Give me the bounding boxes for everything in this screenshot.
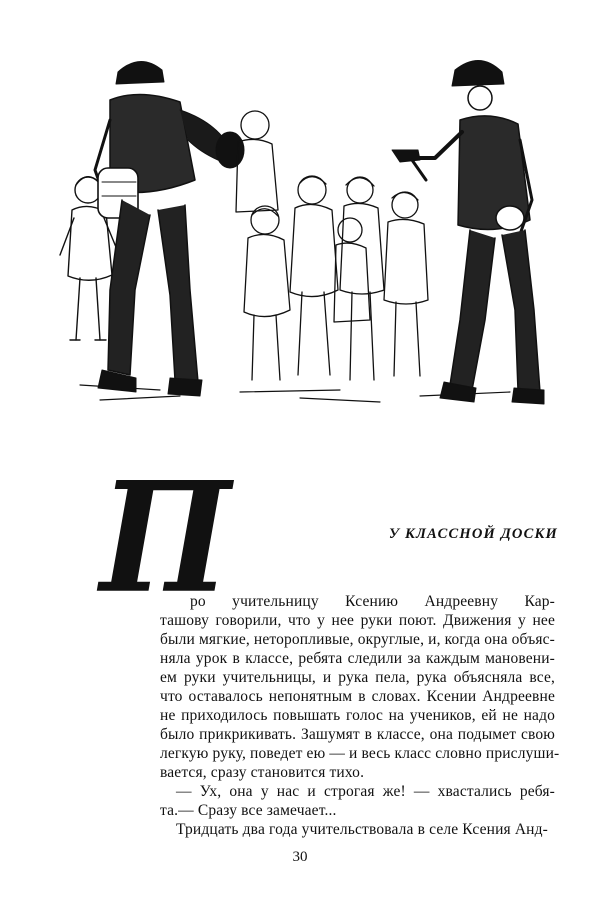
illustration — [40, 40, 565, 430]
body-line: вается, сразу становится тихо. — [160, 764, 365, 781]
section-title: У КЛАССНОЙ ДОСКИ — [388, 526, 558, 542]
drop-cap: П — [100, 447, 231, 627]
body-line: было прикрикивать. Зашумят в классе, она подымет свою — [160, 726, 555, 743]
body-line: легкую руку, поведет ею — и весь класс словно прислуши- — [160, 745, 560, 762]
soldier-left-figure — [95, 61, 244, 396]
soldier-right-figure — [392, 60, 544, 404]
body-line: Тридцать два года учительствовала в селе Ксения Анд- — [176, 821, 548, 838]
body-line: ро учительницу Ксению Андреевну Кар- — [190, 593, 555, 610]
body-line: — Ух, она у нас и строгая же! — хвастались ребя- — [176, 783, 555, 800]
body-line: ташову говорили, что у нее руки поют. Движения у нее — [160, 612, 555, 629]
body-line: что оставалось непонятным в словах. Ксении Андреевне — [160, 688, 555, 705]
body-line: няла урок в классе, ребята следили за каждым мановени- — [160, 650, 555, 667]
body-line: ем руки учительницы, и рука пела, рука объясняла все, — [160, 669, 555, 686]
body-line: были мягкие, неторопливые, округлые, и, когда она объяс- — [160, 631, 555, 648]
body-line: та.— Сразу все замечает... — [160, 802, 337, 819]
body-line: не приходилось повышать голос на учеников, ей не надо — [160, 707, 555, 724]
page-number: 30 — [292, 849, 308, 865]
